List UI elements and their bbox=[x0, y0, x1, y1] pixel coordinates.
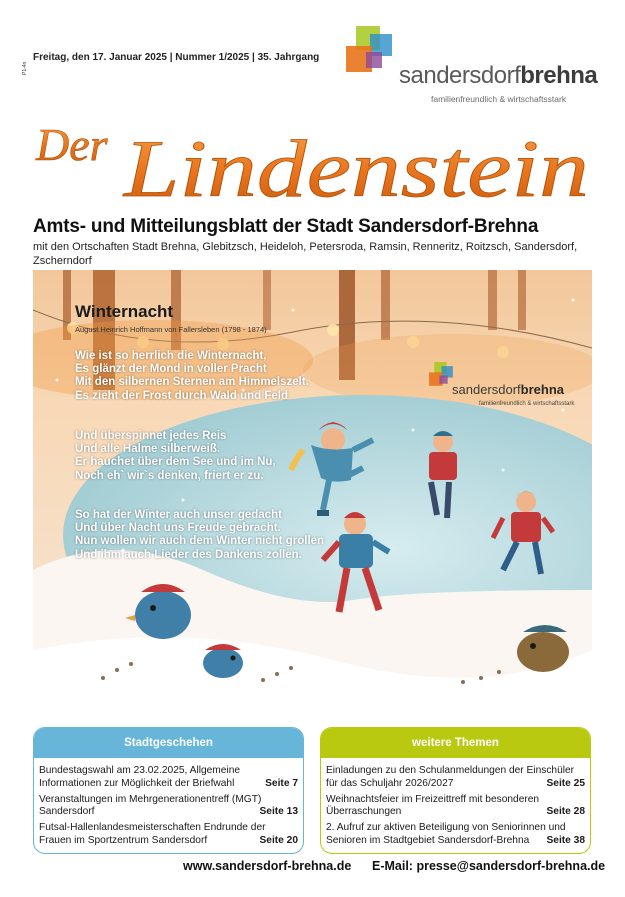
teaser-page: Seite 25 bbox=[546, 777, 585, 789]
side-code bbox=[20, 50, 28, 76]
teaser-text: Futsal-Hallenlandesmeisterschaften Endrunde der Frauen im Sportzentrum Sandersdorf bbox=[39, 822, 266, 846]
masthead-word-lindenstein: Lindenstein bbox=[122, 123, 589, 210]
logo-squares-icon bbox=[342, 26, 400, 84]
side-code-text: P1-4n bbox=[22, 61, 28, 75]
poem-line: Und überspinnet jedes Reis bbox=[75, 430, 227, 442]
logo-name: sandersdorfbrehna bbox=[399, 62, 598, 89]
poem-line: So hat der Winter auch unser gedacht bbox=[75, 509, 282, 521]
poem-line: Nun wollen wir auch dem Winter nicht grollen bbox=[75, 535, 325, 548]
teaser-text: Einladungen zu den Schulanmeldungen der Einschüler für das Schuljahr 2026/2027 bbox=[326, 765, 575, 789]
logo-tagline: familienfreundlich & wirtschaftsstark bbox=[431, 94, 567, 104]
poem-author: August Heinrich Hoffmann von Fallersleben (1798 - 1874) bbox=[75, 325, 267, 334]
places-list: mit den Ortschaften Stadt Brehna, Glebitzsch, Heideloh, Petersroda, Ramsin, Renneritz, Roitzsch, Sandersdorf, Zscherndorf bbox=[33, 241, 578, 267]
teaser-page: Seite 28 bbox=[546, 806, 585, 818]
teaser-item[interactable] bbox=[39, 794, 298, 819]
teaser-page: Seite 7 bbox=[265, 777, 298, 789]
winter-scene bbox=[33, 270, 592, 703]
poem-stanza-1 bbox=[75, 350, 309, 403]
poem-line: Wie ist so herrlich die Winternacht, bbox=[75, 350, 267, 362]
city-logo[interactable] bbox=[335, 22, 597, 112]
poem-stanza-2 bbox=[75, 430, 276, 483]
teaser-item[interactable] bbox=[326, 794, 585, 819]
poem-line: Mit den silbernen Sternen am Himmelszelt. bbox=[75, 376, 309, 389]
poem-line: Und ihm auch Lieder des Dankens zollen. bbox=[75, 548, 302, 561]
teaser-text: Weihnachtsfeier im Freizeittreff mit besonderen Überraschungen bbox=[326, 793, 540, 818]
masthead-title bbox=[0, 100, 625, 210]
masthead-word-der: Der bbox=[36, 119, 108, 170]
teaser-item[interactable] bbox=[326, 822, 585, 847]
poem-line: Und alle Halme silberweiß. bbox=[75, 443, 221, 456]
teaser-item[interactable] bbox=[39, 822, 298, 847]
website-link[interactable]: www.sandersdorf-brehna.de bbox=[183, 859, 352, 873]
hero-logo-tagline: familienfreundlich & wirtschaftsstark bbox=[479, 401, 575, 407]
poem-line: Noch eh` wir`s denken, friert er zu. bbox=[75, 469, 264, 482]
teaser-text: Bundestagswahl am 23.02.2025, Allgemeine Informationen zur Möglichkeit der Briefwahl bbox=[39, 765, 241, 789]
teaser-item[interactable] bbox=[326, 765, 585, 790]
poem-title: Winternacht bbox=[75, 302, 174, 321]
teaser-page: Seite 38 bbox=[546, 834, 585, 846]
teaser-page: Seite 20 bbox=[259, 834, 298, 846]
hero-illustration bbox=[33, 270, 592, 703]
poem-line: Es glänzt der Mond in voller Pracht bbox=[75, 363, 267, 376]
poem-line: Er hauchet über dem See und im Nu, bbox=[75, 456, 276, 469]
teaser-item[interactable] bbox=[39, 765, 298, 790]
teaser-page: Seite 13 bbox=[259, 806, 298, 818]
stadtgeschehen-box bbox=[33, 727, 304, 854]
email-link[interactable]: E-Mail: presse@sandersdorf-brehna.de bbox=[372, 859, 606, 873]
poem-stanza-3 bbox=[75, 509, 324, 562]
weitere-themen-box bbox=[320, 727, 591, 854]
hero-logo-name: sandersdorfbrehna bbox=[452, 382, 564, 397]
issue-info: Freitag, den 17. Januar 2025 | Nummer 1/2025 | 35. Jahrgang bbox=[33, 52, 320, 63]
teaser-text: Veranstaltungen im Mehrgenerationentreff (MGT) Sandersdorf bbox=[39, 793, 262, 818]
poem-line: Es zieht der Frost durch Wald und Feld bbox=[75, 389, 288, 402]
teaser-text: 2. Aufruf zur aktiven Beteiligung von Seniorinnen und Senioren im Stadtgebiet Sandersdorf-Brehna bbox=[326, 822, 566, 846]
poem-line: Und über Nacht uns Freude gebracht. bbox=[75, 522, 281, 535]
subtitle: Amts- und Mitteilungsblatt der Stadt Sandersdorf-Brehna bbox=[33, 216, 539, 237]
weitere-themen-heading: weitere Themen bbox=[321, 728, 590, 758]
hero-city-logo bbox=[427, 362, 577, 414]
stadtgeschehen-heading: Stadtgeschehen bbox=[34, 728, 303, 758]
